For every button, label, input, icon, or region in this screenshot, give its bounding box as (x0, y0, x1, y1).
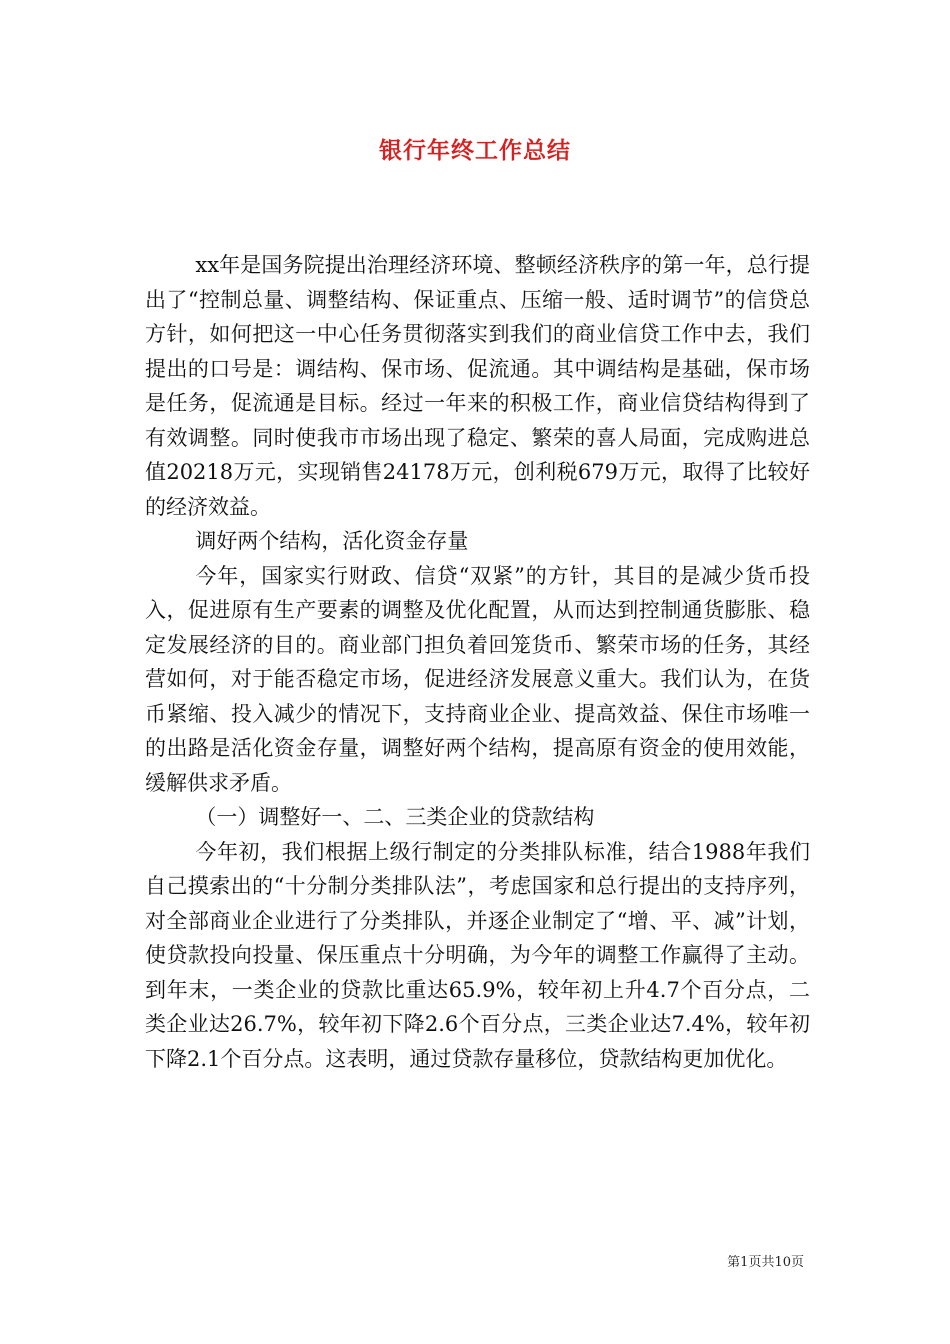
paragraph-loan-structure: 今年初，我们根据上级行制定的分类排队标准，结合1988年我们自己摸索出的“十分制分类排队法”，考虑国家和总行提出的支持序列，对全部商业企业进行了分类排队，并逐企业制定了“增、平、减”计划，使贷款投向投量、保压重点十分明确，为今年的调整工作赢得了主动。到年末，一类企业的贷款比重达65.9%，较年初上升4.7个百分点，二类企业达26.7%，较年初下降2.6个百分点，三类企业达7.4%，较年初下降2.1个百分点。这表明，通过贷款存量移位，贷款结构更加优化。 (145, 839, 810, 1071)
section-heading-structures: 调好两个结构，活化资金存量 (195, 529, 469, 553)
document-title: 银行年终工作总结 (379, 137, 571, 164)
page-number-footer: 第1页共10页 (727, 1255, 804, 1270)
document-body (145, 248, 810, 1076)
subsection-heading-loan-structure: （一）调整好一、二、三类企业的贷款结构 (195, 805, 595, 829)
paragraph-policy: 今年，国家实行财政、信贷“双紧”的方针，其目的是减少货币投入，促进原有生产要素的调整及优化配置，从而达到控制通货膨胀、稳定发展经济的目的。商业部门担负着回笼货币、繁荣市场的任务，其经营如何，对于能否稳定市场，促进经济发展意义重大。我们认为，在货币紧缩、投入减少的情况下，支持商业企业、提高效益、保住市场唯一的出路是活化资金存量，调整好两个结构，提高原有资金的使用效能，缓解供求矛盾。 (145, 563, 810, 795)
paragraph-intro: xx年是国务院提出治理经济环境、整顿经济秩序的第一年，总行提出了“控制总量、调整结构、保证重点、压缩一般、适时调节”的信贷总方针，如何把这一中心任务贯彻落实到我们的商业信贷工作中去，我们提出的口号是：调结构、保市场、促流通。其中调结构是基础，保市场是任务，促流通是目标。经过一年来的积极工作，商业信贷结构得到了有效调整。同时使我市市场出现了稳定、繁荣的喜人局面，完成购进总值20218万元，实现销售24178万元，创利税679万元，取得了比较好的经济效益。 (145, 253, 810, 519)
